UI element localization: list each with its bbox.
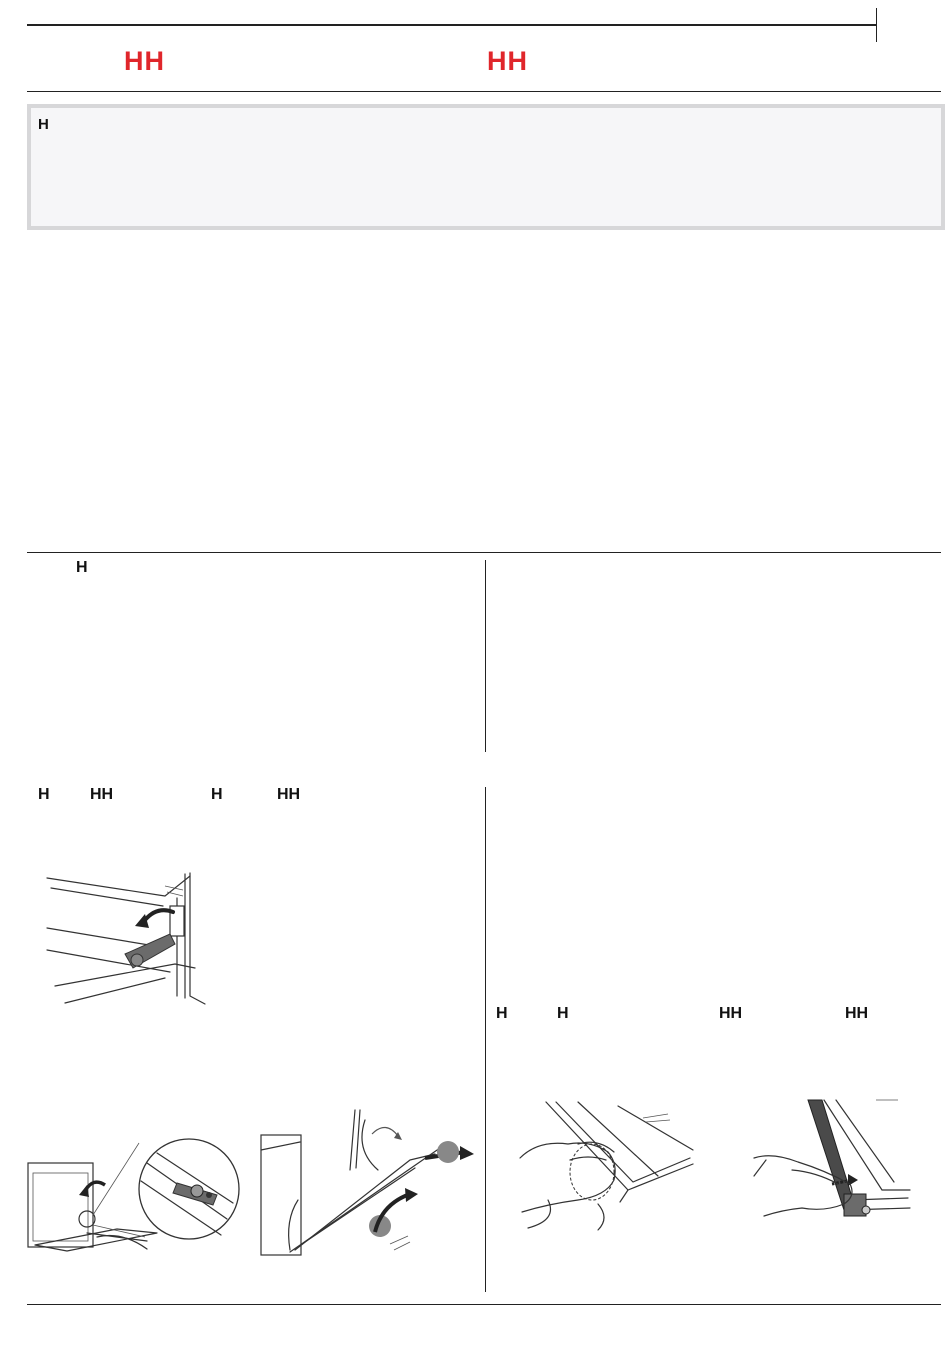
- notice-marker: H: [38, 116, 49, 133]
- door-heading-mark-3: H: [211, 786, 223, 803]
- gasket-clip-illustration: [752, 1100, 912, 1230]
- header-top-rule: [27, 24, 876, 26]
- column-divider-2: [485, 787, 486, 1292]
- door-heading-mark-4: HH: [277, 786, 301, 803]
- door-heading-mark-1: H: [38, 786, 50, 803]
- footer-rule: [27, 1304, 941, 1305]
- glass-panel-hold-illustration: [518, 1100, 698, 1235]
- hinge-lever-illustration: [45, 868, 210, 1008]
- glass-heading-mark-2: H: [557, 1005, 569, 1022]
- section-divider-1: [27, 552, 941, 553]
- notice-box: [27, 104, 945, 230]
- header-mark-right: HH: [487, 46, 528, 76]
- door-removal-illustration: [260, 1110, 475, 1260]
- header-mark-left: HH: [124, 46, 165, 76]
- header-tick: [876, 8, 877, 42]
- header-bottom-rule: [27, 91, 941, 92]
- door-hinge-zoom-illustration: [27, 1133, 242, 1255]
- glass-heading-mark-3: HH: [719, 1005, 743, 1022]
- column-divider-1: [485, 560, 486, 752]
- glass-heading-mark-4: HH: [845, 1005, 869, 1022]
- section-left-marker: H: [76, 559, 88, 576]
- glass-heading-mark-1: H: [496, 1005, 508, 1022]
- door-heading-mark-2: HH: [90, 786, 114, 803]
